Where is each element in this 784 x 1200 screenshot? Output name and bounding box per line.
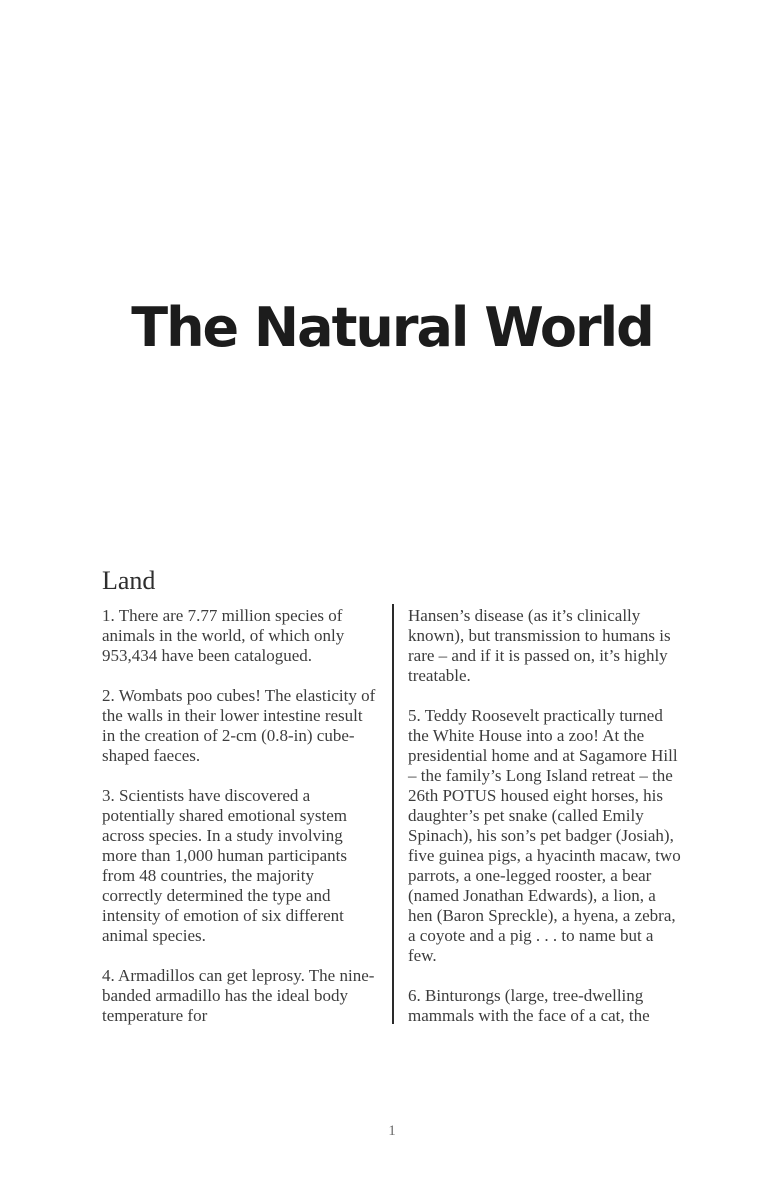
fact-paragraph-3: 3. Scientists have discovered a potentially shared emotional system across species. In a study involving more than 1,000 human participants from 48 countries, the majority correctly determined the type and intensity of emotion of six different animal species. [102,786,348,945]
section-heading-land: Land [102,566,156,595]
left-column [102,566,378,1046]
fact-paragraph-2: 2. Wombats poo cubes! The elasticity of the walls in their lower intestine result in the creation of 2-cm (0.8-in) cube-shaped faeces. [102,686,376,765]
chapter-title: The Natural World [131,296,653,359]
fact-paragraph-1: 1. There are 7.77 million species of animals in the world, of which only 953,434 have been catalogued. [102,606,345,665]
fact-paragraph-5: 5. Teddy Roosevelt practically turned the White House into a zoo! At the presidential home and at Sagamore Hill – the family’s Long Island retreat – the 26th POTUS housed eight horses, his daughter’s pet snake (called Emily Spinach), his son’s pet badger (Josiah), five guinea pigs, a hyacinth macaw, two parrots, a one-legged rooster, a bear (named Jonathan Edwards), a lion, a hen (Baron Spreckle), a hyena, a zebra, a coyote and a pig . . . to name but a few. [408,706,681,965]
fact-paragraph-6: 6. Binturongs (large, tree-dwelling mammals with the face of a cat, the [408,986,650,1025]
fact-paragraph-4-continued: Hansen’s disease (as it’s clinically known), but transmission to humans is rare – and if it is passed on, it’s highly treatable. [408,606,671,685]
page-number: 1 [388,1123,396,1139]
column-divider [392,604,394,1024]
right-column [408,566,682,1046]
fact-paragraph-4: 4. Armadillos can get leprosy. The nine-banded armadillo has the ideal body temperature for [102,966,375,1025]
content-area [102,566,682,1046]
